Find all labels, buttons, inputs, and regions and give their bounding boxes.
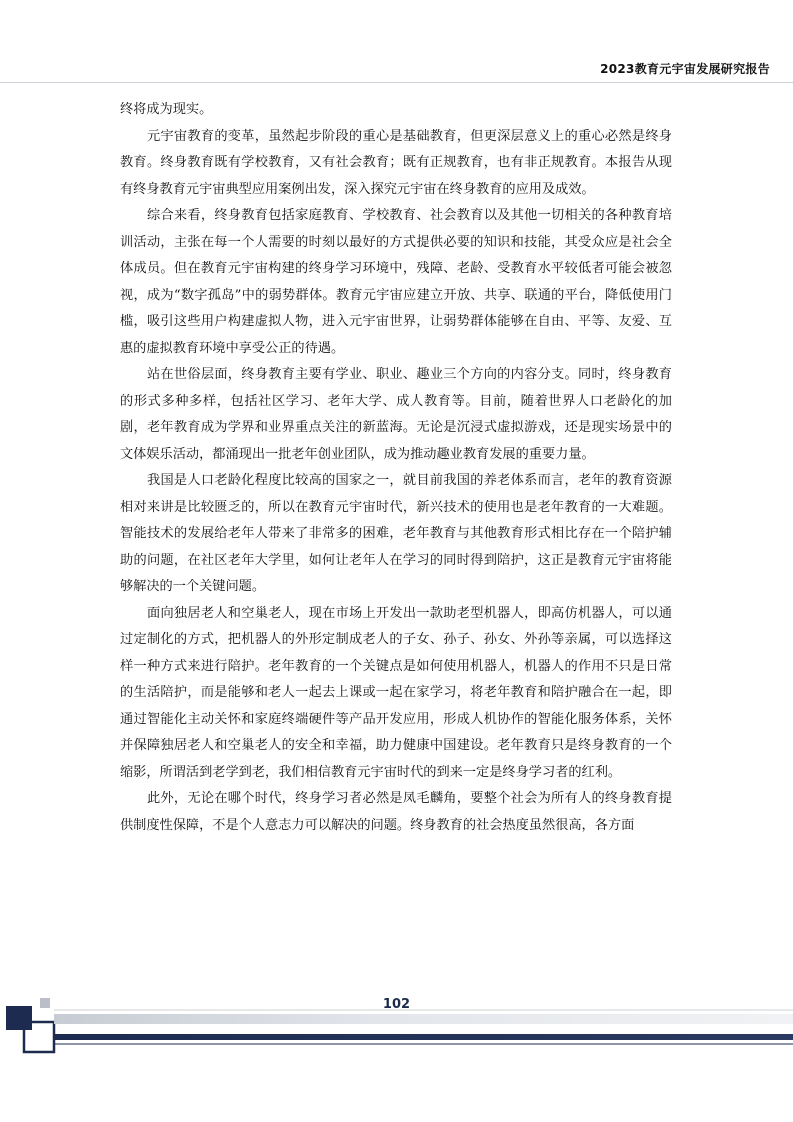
paragraph: 面向独居老人和空巢老人，现在市场上开发出一款助老型机器人，即高仿机器人，可以通过定制化的方式，把机器人的外形定制成老人的子女、孙子、孙女、外孙等亲属，可以选择这样一种方式来进行陪护。老年教育的一个关键点是如何使用机器人，机器人的作用不只是日常的生活陪护，而是能够和老人一起去上课或一起在家学习，将老年教育和陪护融合在一起，即通过智能化主动关怀和家庭终端硬件等产品开发应用，形成人机协作的智能化服务体系，关怀并保障独居老人和空巢老人的安全和幸福，助力健康中国建设。老年教育只是终身教育的一个缩影，所谓活到老学到老，我们相信教育元宇宙时代的到来一定是终身学习者的红利。	[120, 605, 672, 780]
paragraph: 我国是人口老龄化程度比较高的国家之一，就目前我国的养老体系而言，老年的教育资源相对来讲是比较匮乏的，所以在教育元宇宙时代，新兴技术的使用也是老年教育的一大难题。智能技术的发展给老年人带来了非常多的困难，老年教育与其他教育形式相比存在一个陪护辅助的问题，在社区老年大学里，如何让老年人在学习的同时得到陪护，这正是教育元宇宙将能够解决的一个关键问题。	[120, 473, 672, 594]
document-body	[120, 97, 672, 839]
header-divider	[0, 82, 793, 83]
footer-navy-bar	[54, 1034, 793, 1040]
report-title: 2023教育元宇宙发展研究报告	[600, 62, 770, 76]
paragraph: 此外，无论在哪个时代，终身学习者必然是凤毛麟角，要整个社会为所有人的终身教育提供制度性保障，不是个人意志力可以解决的问题。终身教育的社会热度虽然很高，各方面	[120, 791, 672, 833]
paragraph: 综合来看，终身教育包括家庭教育、学校教育、社会教育以及其他一切相关的各种教育培训活动，主张在每一个人需要的时刻以最好的方式提供必要的知识和技能，其受众应是社会全体成员。但在教育元宇宙构建的终身学习环境中，残障、老龄、受教育水平较低者可能会被忽视，成为“数字孤岛”中的弱势群体。教育元宇宙应建立开放、共享、联通的平台，降低使用门槛，吸引这些用户构建虚拟人物，进入元宇宙世界，让弱势群体能够在自由、平等、友爱、互惠的虚拟教育环境中享受公正的待遇。	[120, 208, 672, 356]
paragraph: 终将成为现实。	[120, 102, 213, 117]
paragraph: 站在世俗层面，终身教育主要有学业、职业、趣业三个方向的内容分支。同时，终身教育的形式多种多样，包括社区学习、老年大学、成人教育等。目前，随着世界人口老龄化的加剧，老年教育成为学界和业界重点关注的新蓝海。无论是沉浸式虚拟游戏，还是现实场景中的文体娱乐活动，都涌现出一批老年创业团队，成为推动趣业教育发展的重要力量。	[120, 367, 672, 462]
page-number: 102	[382, 997, 411, 1012]
paragraph: 元宇宙教育的变革，虽然起步阶段的重心是基础教育，但更深层意义上的重心必然是终身教育。终身教育既有学校教育，又有社会教育；既有正规教育，也有非正规教育。本报告从现有终身教育元宇宙典型应用案例出发，深入探究元宇宙在终身教育的应用及成效。	[120, 128, 672, 197]
footer-gray-bar	[54, 1014, 793, 1024]
